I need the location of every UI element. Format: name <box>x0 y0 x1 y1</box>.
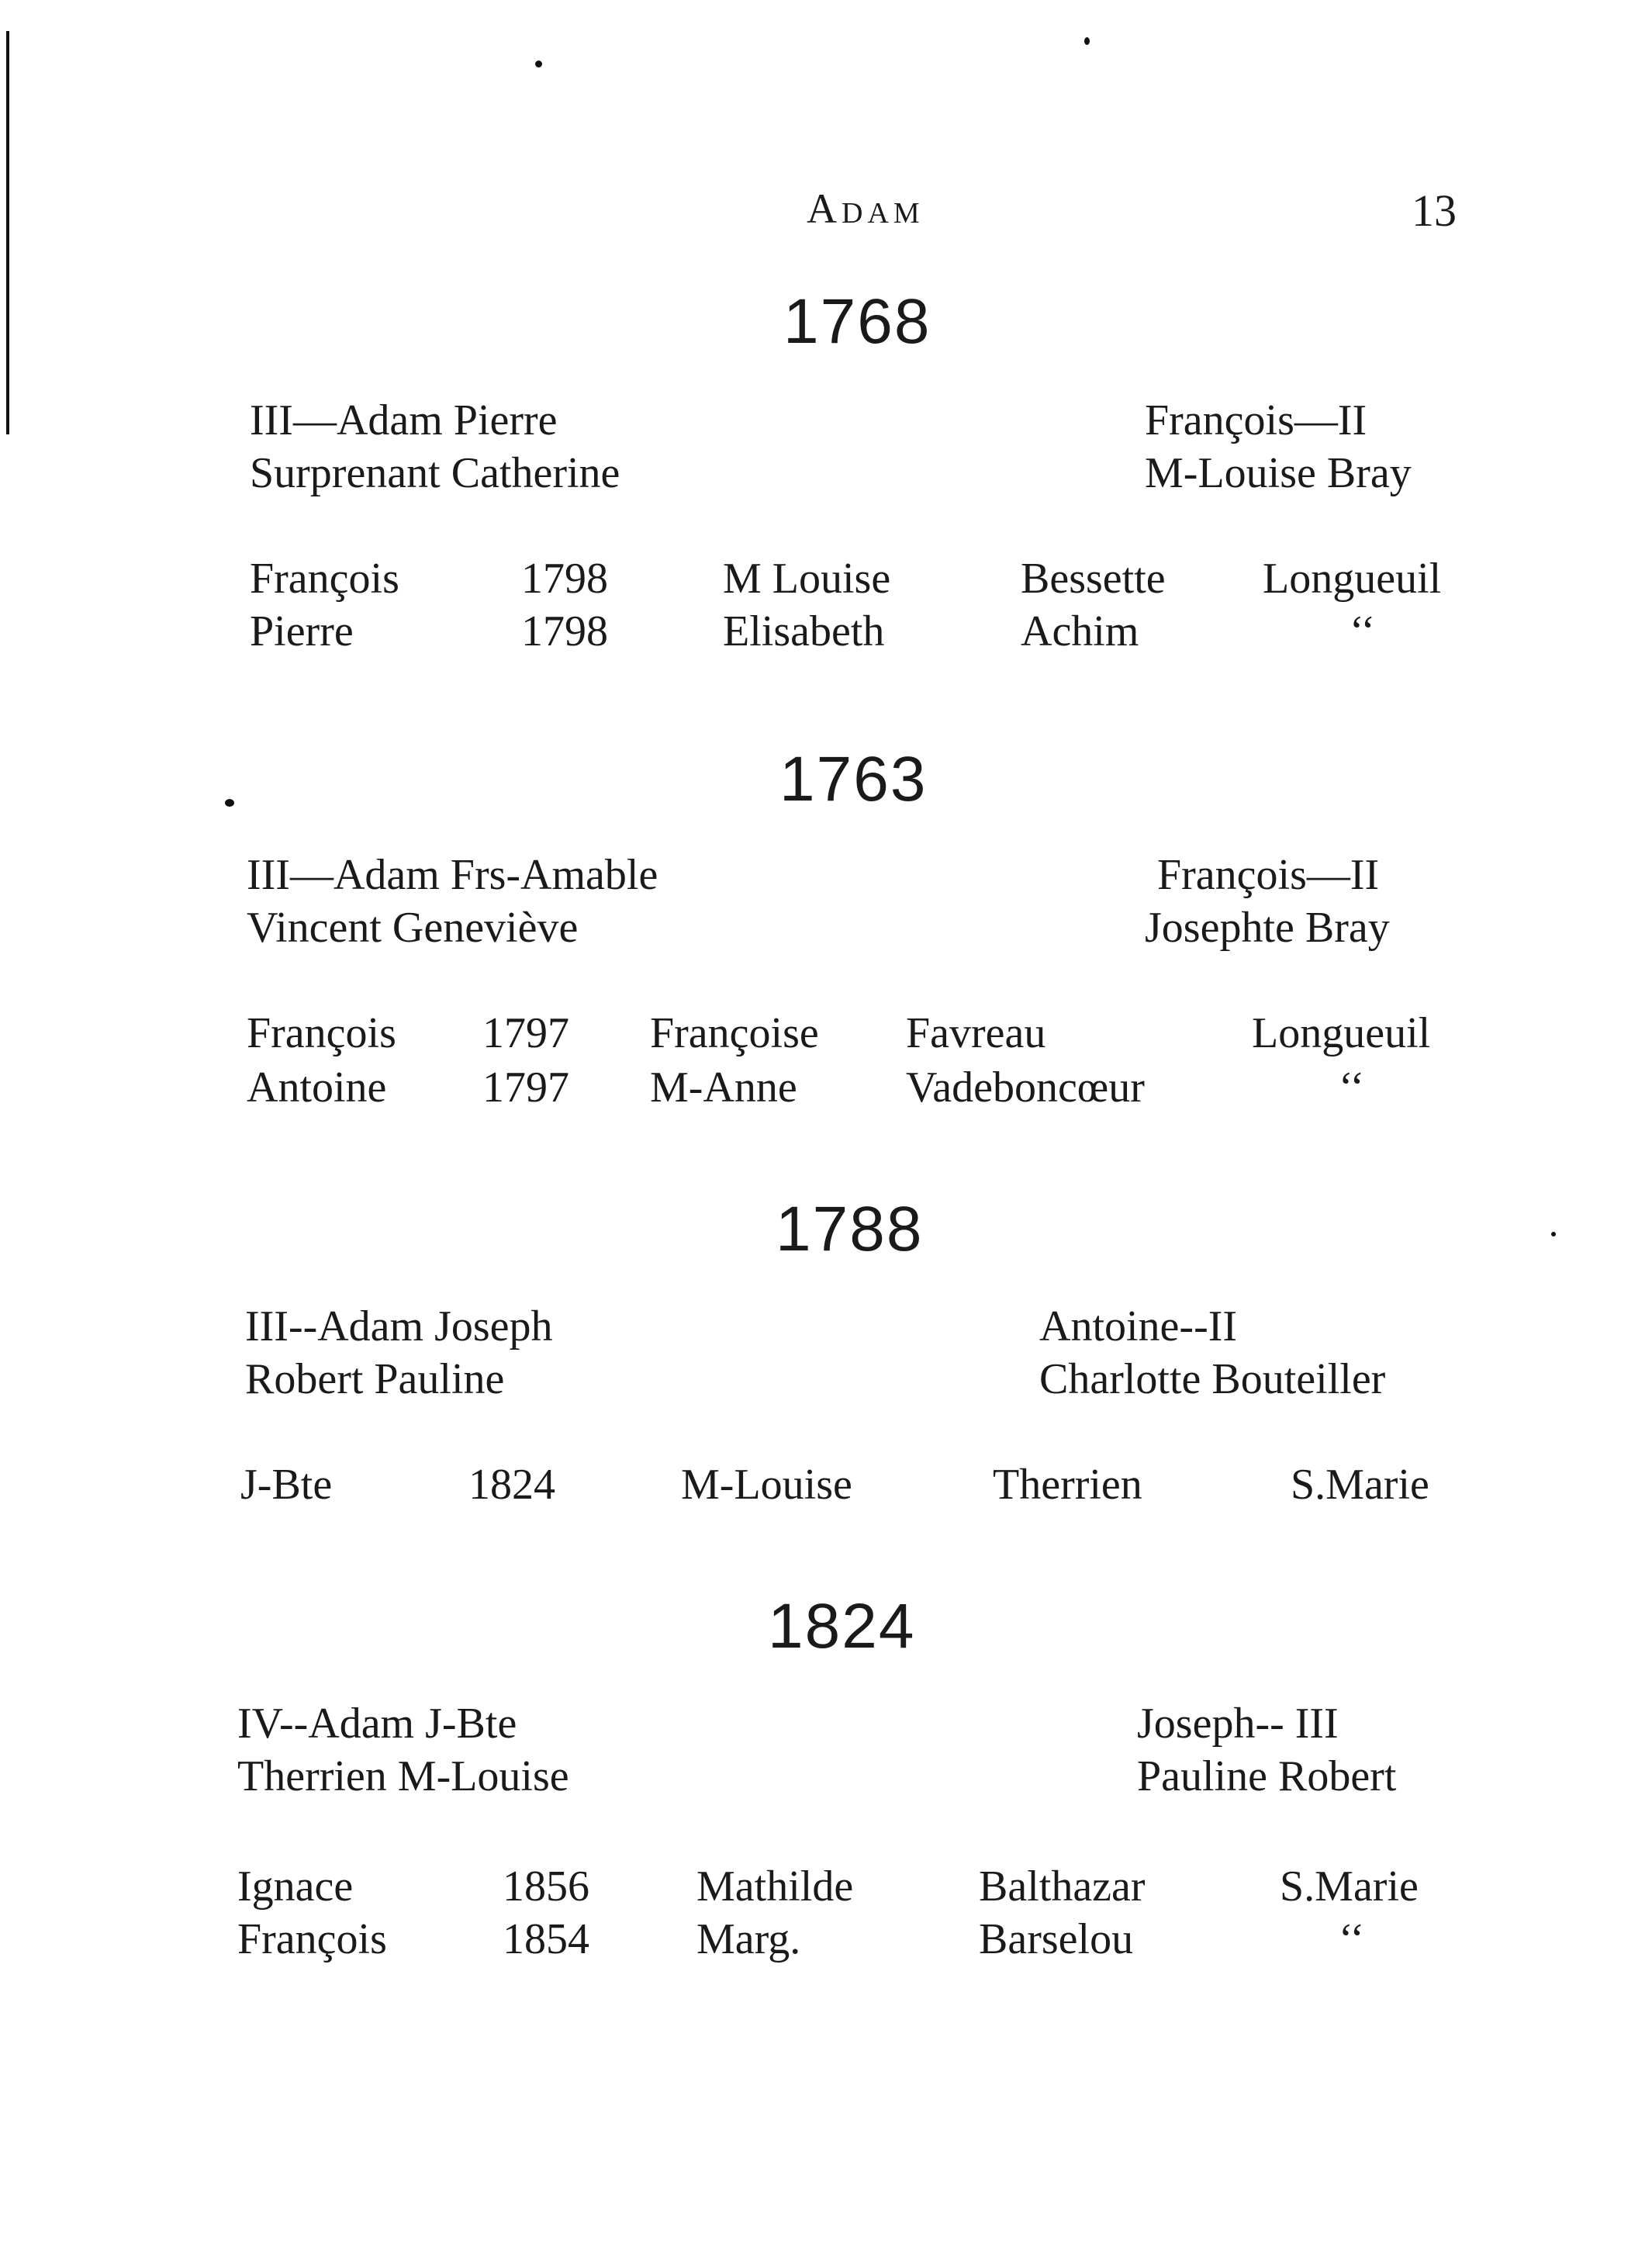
husband-line: IV--Adam J-Bte <box>237 1700 517 1748</box>
entry-year: 1768 <box>783 286 931 357</box>
child-name: J-Bte <box>240 1461 333 1509</box>
child-name: François <box>237 1915 387 1963</box>
husband-parent: Antoine--II <box>1039 1302 1238 1350</box>
wife-parent: Josephte Bray <box>1145 904 1390 952</box>
child-place: ‘‘ <box>1350 607 1376 655</box>
husband-line: III—Adam Pierre <box>250 396 558 444</box>
wife-line: Therrien M-Louise <box>237 1752 569 1800</box>
child-marriage-year: 1797 <box>482 1063 569 1112</box>
husband-parent: François—II <box>1157 851 1380 899</box>
child-spouse-surname: Achim <box>1021 607 1139 655</box>
child-spouse: M Louise <box>723 555 891 603</box>
child-place: Longueuil <box>1252 1009 1431 1057</box>
child-place: ‘‘ <box>1339 1063 1365 1112</box>
entry-year: 1788 <box>776 1194 924 1264</box>
wife-parent: Pauline Robert <box>1137 1752 1397 1800</box>
child-marriage-year: 1856 <box>503 1862 589 1911</box>
child-spouse: Françoise <box>650 1009 819 1057</box>
child-marriage-year: 1824 <box>468 1461 555 1509</box>
child-spouse-surname: Barselou <box>979 1915 1134 1963</box>
scan-edge-line <box>6 31 9 434</box>
child-name: Pierre <box>250 607 354 655</box>
entry-year: 1763 <box>779 744 928 814</box>
husband-parent: Joseph-- III <box>1137 1700 1339 1748</box>
child-spouse-surname: Therrien <box>993 1461 1142 1509</box>
child-spouse-surname: Vadeboncœur <box>906 1063 1145 1112</box>
wife-parent: Charlotte Bouteiller <box>1039 1355 1386 1403</box>
child-marriage-year: 1854 <box>503 1915 589 1963</box>
child-place: ‘‘ <box>1339 1915 1365 1963</box>
child-spouse: M-Anne <box>650 1063 797 1112</box>
entry-year: 1824 <box>768 1591 916 1662</box>
child-spouse: M-Louise <box>681 1461 852 1509</box>
child-name: Antoine <box>247 1063 387 1112</box>
child-place: S.Marie <box>1280 1862 1419 1911</box>
child-place: Longueuil <box>1263 555 1442 603</box>
child-place: S.Marie <box>1291 1461 1429 1509</box>
wife-parent: M-Louise Bray <box>1145 449 1412 497</box>
child-marriage-year: 1797 <box>482 1009 569 1057</box>
husband-parent: François—II <box>1145 396 1367 444</box>
scan-speck <box>1084 37 1090 45</box>
child-spouse-surname: Balthazar <box>979 1862 1146 1911</box>
scan-speck <box>535 61 542 67</box>
child-spouse-surname: Bessette <box>1021 555 1166 603</box>
child-spouse: Elisabeth <box>723 607 885 655</box>
child-spouse-surname: Favreau <box>906 1009 1046 1057</box>
page-header-title: Adam <box>807 185 924 232</box>
child-marriage-year: 1798 <box>521 607 608 655</box>
page-number: 13 <box>1412 185 1457 236</box>
child-name: Ignace <box>237 1862 354 1911</box>
husband-line: III--Adam Joseph <box>245 1302 553 1350</box>
scan-speck <box>225 799 234 807</box>
wife-line: Robert Pauline <box>245 1355 505 1403</box>
child-spouse: Marg. <box>696 1915 801 1963</box>
scan-speck <box>1551 1232 1556 1236</box>
child-marriage-year: 1798 <box>521 555 608 603</box>
child-name: François <box>247 1009 396 1057</box>
child-name: François <box>250 555 399 603</box>
child-spouse: Mathilde <box>696 1862 854 1911</box>
wife-line: Surprenant Catherine <box>250 449 620 497</box>
wife-line: Vincent Geneviève <box>247 904 579 952</box>
husband-line: III—Adam Frs-Amable <box>247 851 658 899</box>
